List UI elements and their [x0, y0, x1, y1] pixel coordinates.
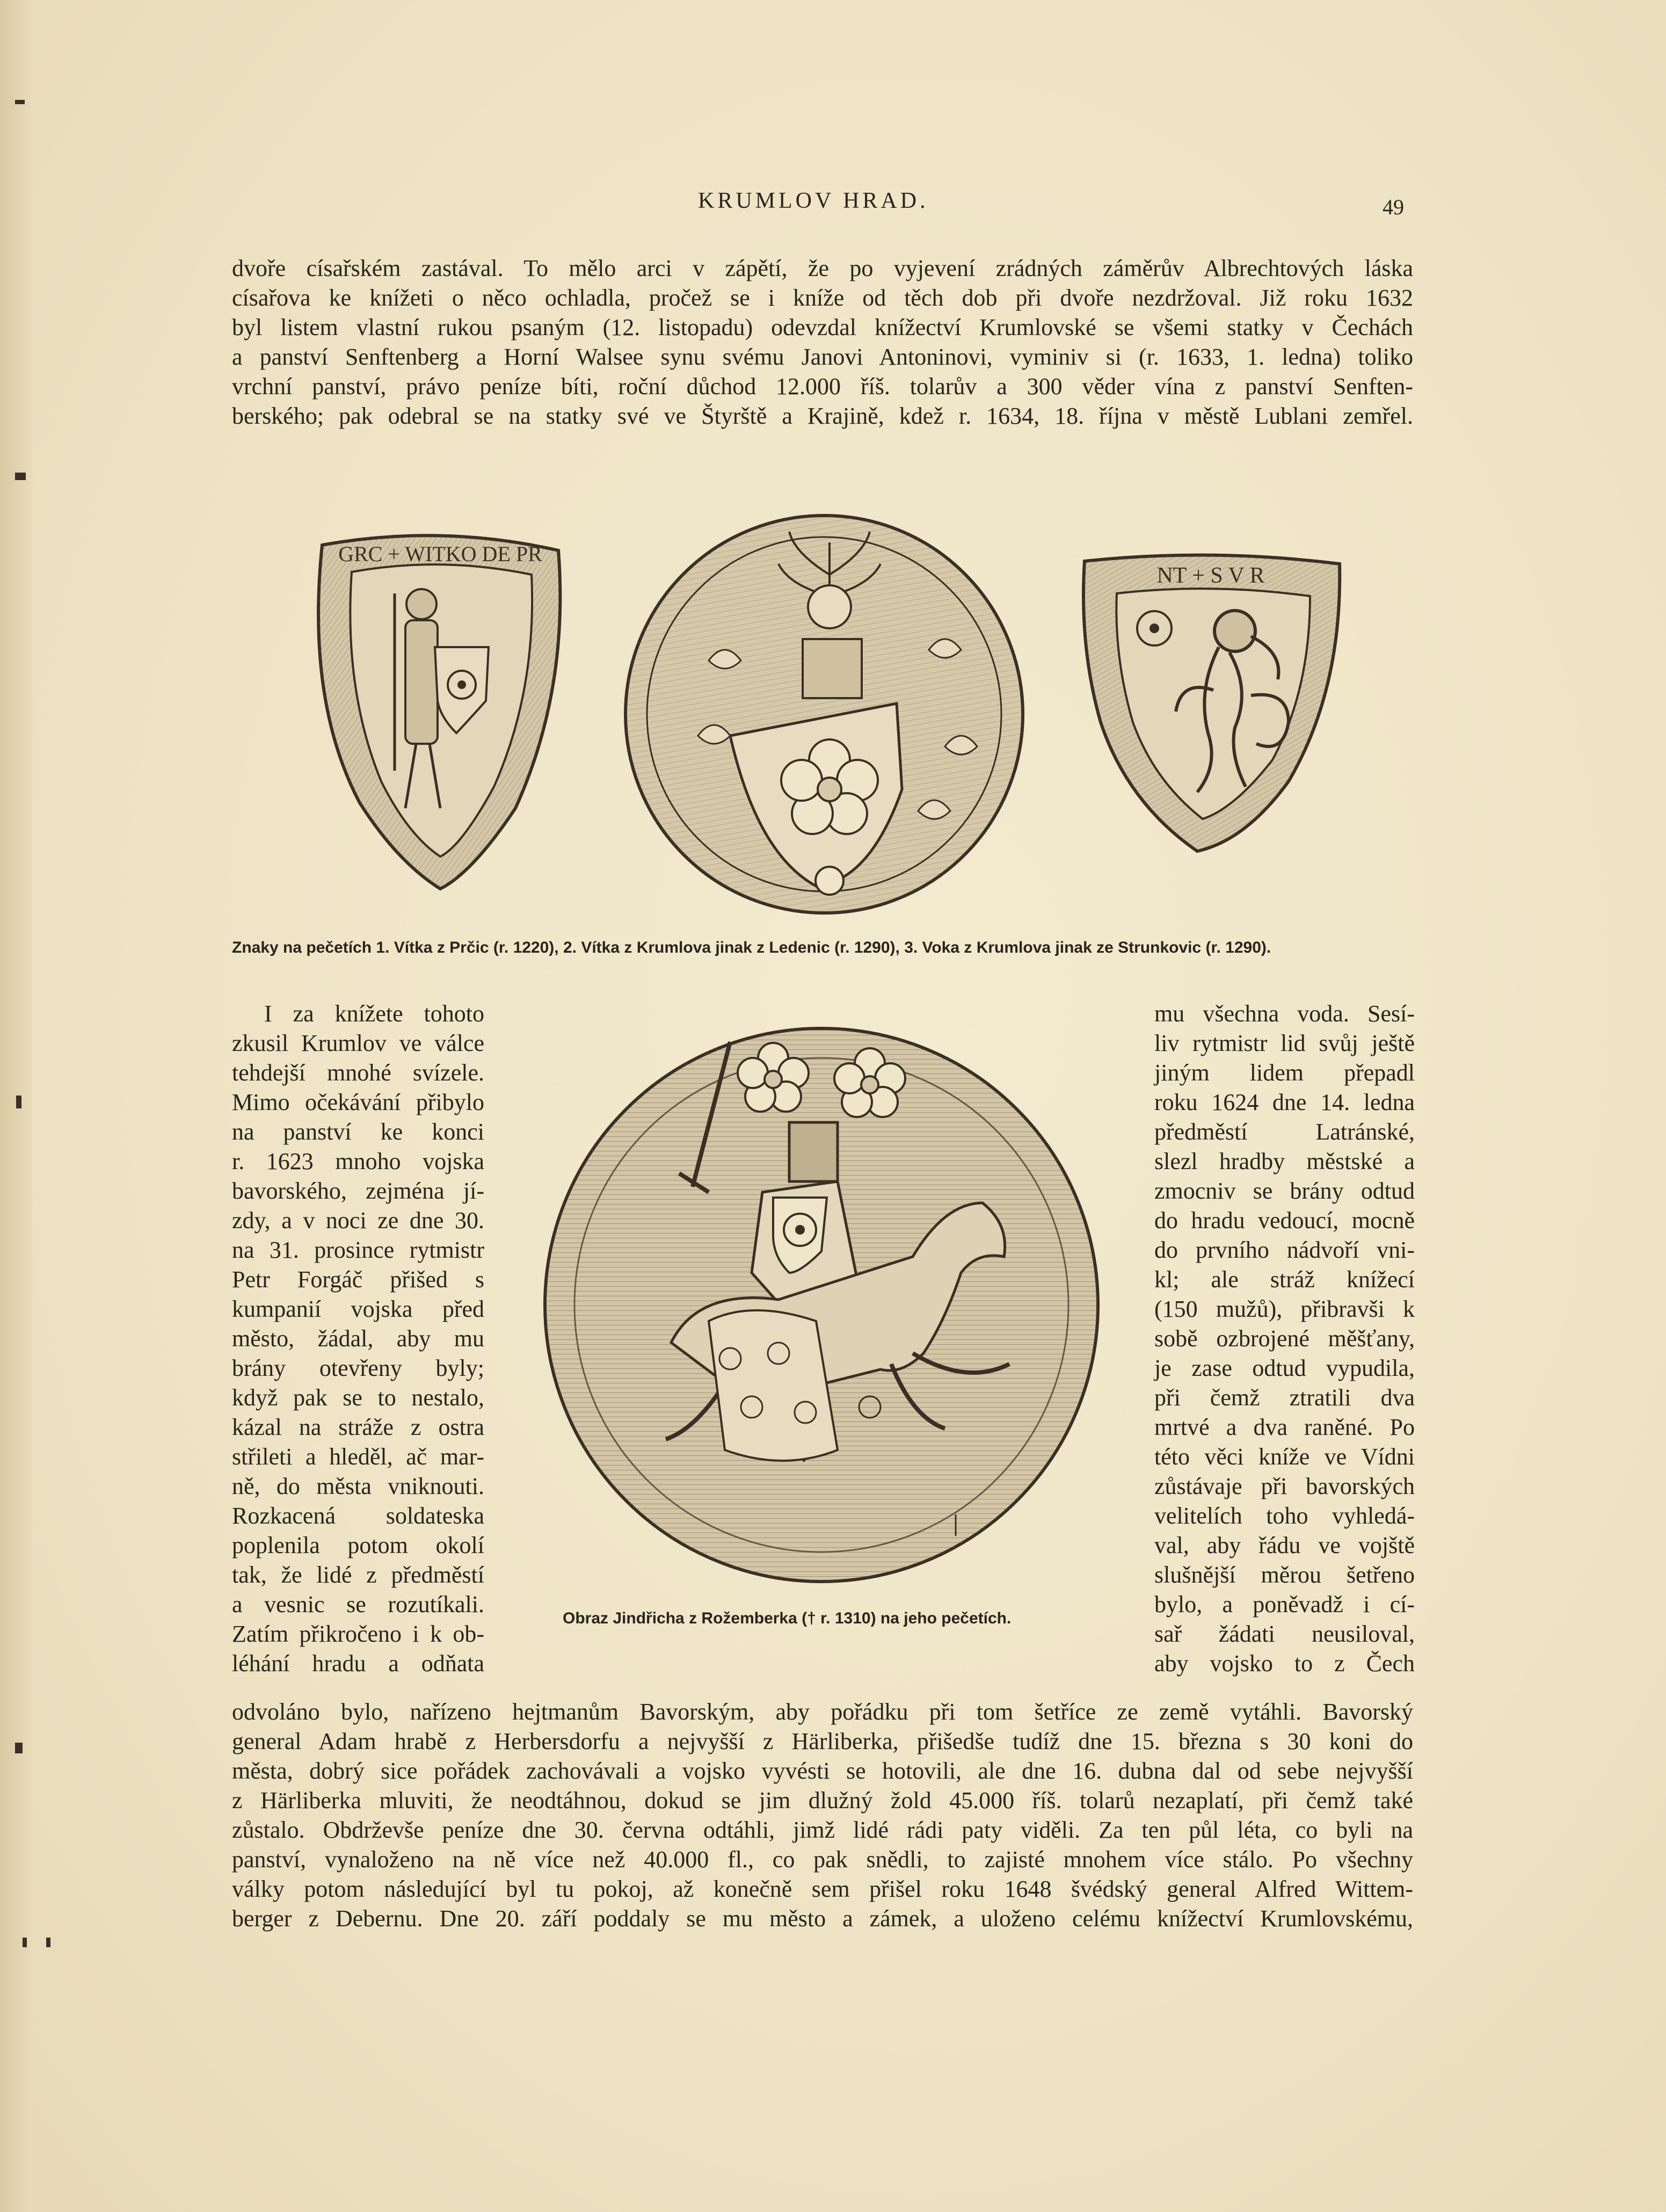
seal-legend: NT + S V R — [1156, 563, 1265, 588]
text-line: sař žádati neusiloval, — [1154, 1621, 1415, 1647]
text-line: general Adam hrabě z Herbersdorfu a nejvyšší z Härliberka, přišedše tudíž dne 15. března s 30 koni do — [232, 1728, 1413, 1754]
text-line: mrtvé a dva raněné. Po — [1154, 1414, 1415, 1440]
text-line: Petr Forgáč přišed s — [232, 1266, 484, 1293]
text-line: aby vojsko to z Čech — [1154, 1650, 1415, 1677]
text-line: mu všechna voda. Sesí- — [1154, 1000, 1415, 1027]
text-line: Rozkacená soldateska — [232, 1503, 484, 1529]
seal-legend: GRC + WITKO DE PR — [338, 542, 542, 566]
text-line: zůstalo. Obdrževše peníze dne 30. června odtáhli, jimž lidé rádi paty viděli. Za ten půl léta, co byli na — [232, 1817, 1413, 1843]
text-line: Mimo očekávání přibylo — [232, 1089, 484, 1115]
text-line: velitelích toho vyhledá- — [1154, 1503, 1415, 1529]
text-line: Zatím přikročeno i k ob- — [232, 1621, 484, 1647]
running-title: KRUMLOV HRAD. — [698, 188, 929, 213]
text-line: do hradu vedoucí, mocně — [1154, 1207, 1415, 1234]
text-line: dvoře císařském zastával. To mělo arci v zápětí, že po vyjevení zrádných záměrův Albrechtových láska — [232, 255, 1413, 281]
left-column — [232, 999, 484, 1678]
text-line: z Härliberka mluviti, že neodtáhnou, dokud se jim dlužný žold 45.000 říš. tolarů nezaplatí, při čemž také — [232, 1787, 1413, 1814]
text-line: panství, vynaloženo na ně více než 40.000 fl., co pak snědli, to zajisté mnohem více stálo. Po všechny — [232, 1846, 1413, 1873]
margin-mark — [15, 473, 26, 480]
text-line: zmocniv se brány odtud — [1154, 1178, 1415, 1204]
text-line: I za knížete tohoto — [264, 1000, 484, 1027]
text-line: roku 1624 dne 14. ledna — [1154, 1089, 1415, 1115]
seal-jindrich-z-rozemberka — [537, 1020, 1106, 1590]
text-line: jiným lidem přepadl — [1154, 1060, 1415, 1086]
text-line: berského; pak odebral se na statky své ve Štyrště a Krajině, kdež r. 1634, 18. října v městě Lublani zemřel. — [232, 403, 1413, 429]
text-line: při čemž ztratili dva — [1154, 1384, 1415, 1411]
text-line: této věci kníže ve Vídni — [1154, 1444, 1415, 1470]
text-line: vrchní panství, právo peníze bíti, roční důchod 12.000 říš. tolarův a 300 věder vína z panství Senften- — [232, 373, 1413, 400]
text-line: zkusil Krumlov ve válce — [232, 1030, 484, 1056]
text-line: zdy, a v noci ze dne 30. — [232, 1207, 484, 1234]
text-line: když pak se to nestalo, — [232, 1384, 484, 1411]
text-line: bavorského, zejména jí- — [232, 1178, 484, 1204]
text-line: střileti a hleděl, ač mar- — [232, 1444, 484, 1470]
text-line: r. 1623 mnoho vojska — [232, 1148, 484, 1174]
seals-caption: Znaky na pečetích 1. Vítka z Prčic (r. 1220), 2. Vítka z Krumlova jinak z Ledenic (r. 1290), 3. Voka z Krumlova jinak ze Strunkovic (r. 1290). — [232, 939, 1271, 956]
margin-mark — [15, 100, 25, 104]
margin-mark — [46, 1938, 50, 1947]
text-line: ně, do města vniknouti. — [232, 1473, 484, 1499]
text-line: slušnější měrou šetřeno — [1154, 1562, 1415, 1588]
text-line: sobě ozbrojené měšťany, — [1154, 1325, 1415, 1352]
margin-mark — [23, 1938, 27, 1947]
seal-vitek-z-krumlova — [617, 510, 1031, 918]
text-line: války potom následující byl tu pokoj, až konečně sem přišel roku 1648 švédský general Alfred Wittem- — [232, 1876, 1413, 1902]
text-line: odvoláno bylo, nařízeno hejtmanům Bavorským, aby pořádku při tom šetříce ze země vytáhli. Bavorský — [232, 1699, 1413, 1725]
text-line: léhání hradu a odňata — [232, 1650, 484, 1677]
bottom-paragraph — [232, 1697, 1413, 1933]
text-line: kumpanií vojska před — [232, 1296, 484, 1322]
text-line: zůstávaje při bavorských — [1154, 1473, 1415, 1499]
text-line: do prvního nádvoří vni- — [1154, 1237, 1415, 1263]
text-line: (150 mužů), přibravši k — [1154, 1296, 1415, 1322]
text-line: předměstí Latránské, — [1154, 1119, 1415, 1145]
page-number: 49 — [1383, 195, 1404, 219]
right-column — [1154, 999, 1415, 1678]
text-line: slezl hradby městské a — [1154, 1148, 1415, 1174]
text-line: byl listem vlastní rukou psaným (12. listopadu) odevzdal knížectví Krumlovské se všemi statky v Čechách — [232, 314, 1413, 340]
text-line: bylo, a poněvadž i cí- — [1154, 1591, 1415, 1618]
intro-paragraph — [232, 253, 1413, 431]
text-line: císařova ke knížeti o něco ochladla, pročež se i kníže od těch dob při dvoře nezdržoval. Již roku 1632 — [232, 285, 1413, 311]
margin-mark — [16, 1096, 21, 1108]
seal-vitek-z-prcic — [301, 529, 580, 894]
text-line: kl; ale stráž knížecí — [1154, 1266, 1415, 1293]
text-line: tak, že lidé z předměstí — [232, 1562, 484, 1588]
text-line: tehdejší mnohé svízele. — [232, 1060, 484, 1086]
text-line: a panství Senftenberg a Horní Walsee synu svému Janovi Antoninovi, vyminiv si (r. 1633, 1. ledna) toliko — [232, 344, 1413, 370]
text-line: liv rytmistr lid svůj ještě — [1154, 1030, 1415, 1056]
text-line: kázal na stráže z ostra — [232, 1414, 484, 1440]
text-line: město, žádal, aby mu — [232, 1325, 484, 1352]
text-line: brány otevřeny byly; — [232, 1355, 484, 1381]
text-line: města, dobrý sice pořádek zachovávali a vojsko vyvésti se hotovili, ale dne 16. dubna dal od sebe nejvyšší — [232, 1758, 1413, 1784]
text-line: val, aby řádu ve vojště — [1154, 1532, 1415, 1558]
text-line: je zase odtud vypudila, — [1154, 1355, 1415, 1381]
text-line: poplenila potom okolí — [232, 1532, 484, 1558]
text-line: na panství ke konci — [232, 1119, 484, 1145]
rider-caption: Obraz Jindřicha z Rožemberka († r. 1310) na jeho pečetích. — [563, 1609, 1012, 1627]
margin-mark — [15, 1743, 23, 1753]
text-line: na 31. prosince rytmistr — [232, 1237, 484, 1263]
text-line: berger z Debernu. Dne 20. září poddaly se mu město a zámek, a uloženo celému knížectví Krumlovskému, — [232, 1905, 1413, 1932]
seal-vok-z-krumlova — [1074, 550, 1348, 857]
text-line: a vesnic se rozutíkali. — [232, 1591, 484, 1618]
